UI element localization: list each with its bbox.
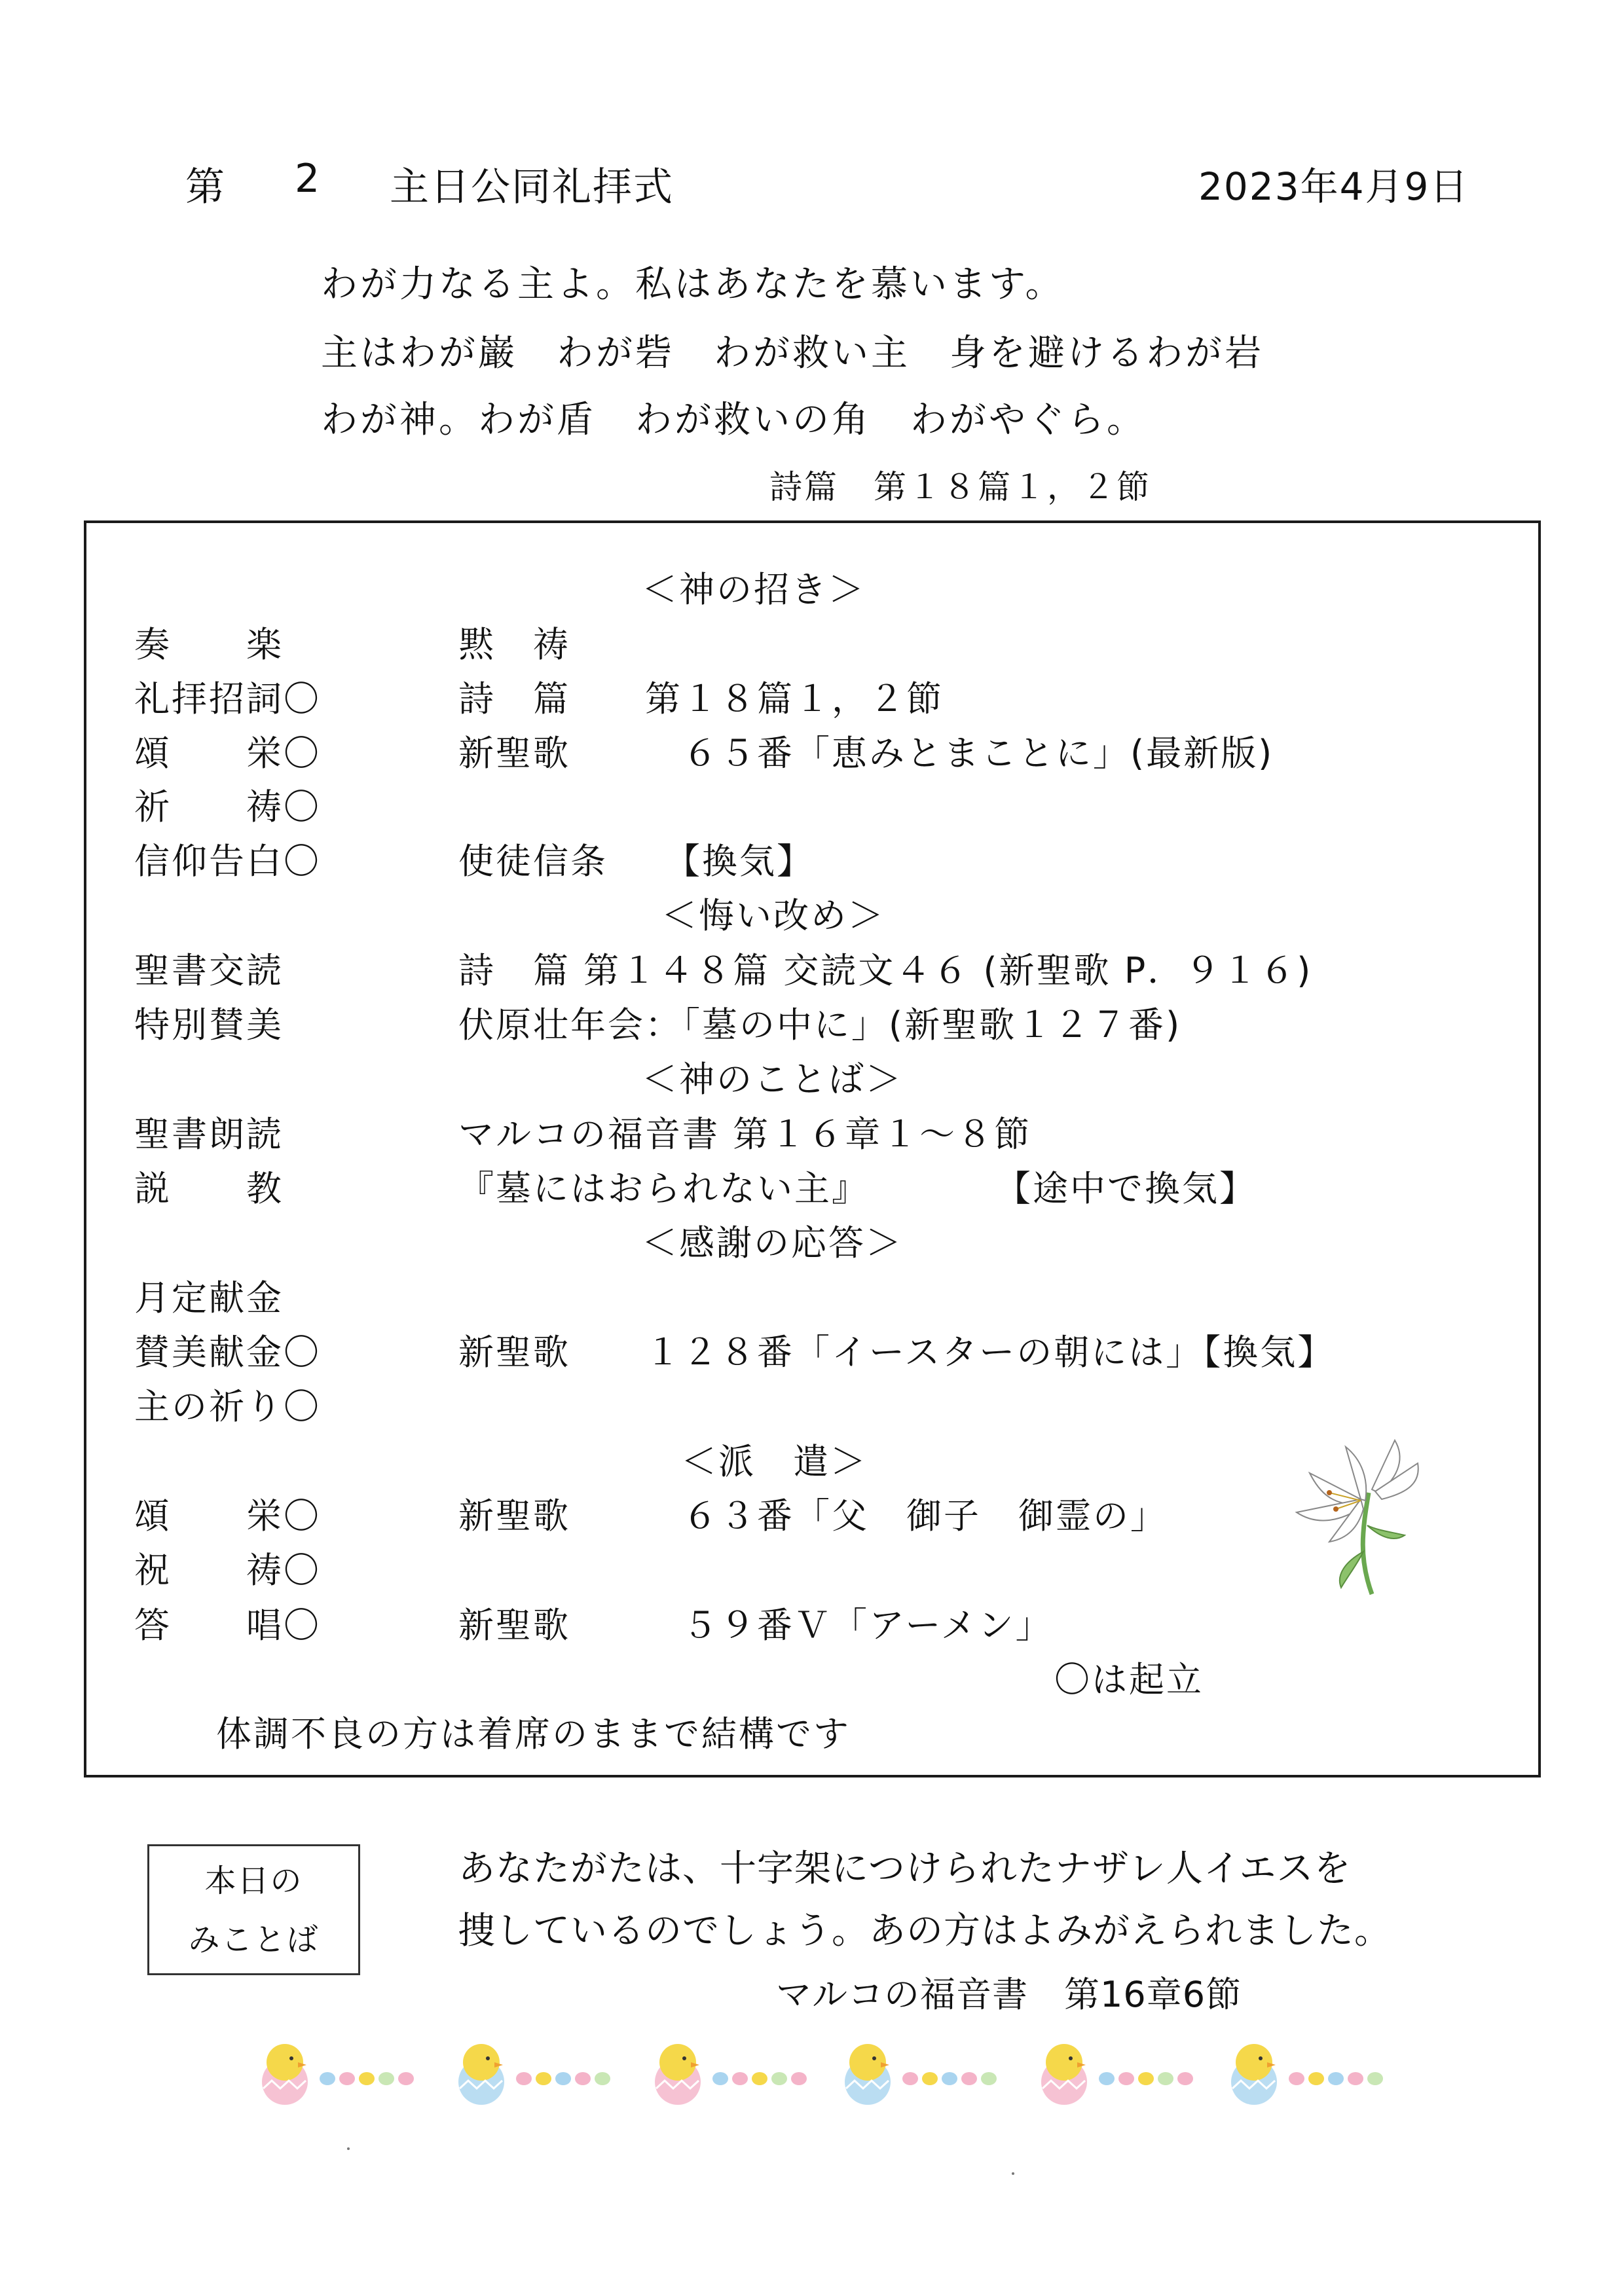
item-label-doxology: 頌 栄〇 [134,733,321,774]
item-label-scripture-reading: 聖書朗読 [134,1114,284,1155]
todays-word-reference: マルコの福音書 第16章6節 [776,1974,1242,2015]
item-label-creed: 信仰告白〇 [134,841,321,882]
scan-speck [1012,2172,1014,2175]
todays-word-line-2: 捜しているのでしょう。あの方はよみがえられました。 [458,1910,1392,1952]
item-value-scripture-reading: マルコの福音書 第１６章１～８節 [458,1114,1032,1155]
item-value-doxology: 新聖歌 ６５番「恵みとまことに」(最新版) [458,733,1274,774]
page-title: 主日公同礼拝式 [390,164,674,210]
item-label-benediction: 祝 祷〇 [134,1550,321,1591]
item-label-responsive-reading: 聖書交読 [134,950,284,991]
item-label-sermon: 説 教 [134,1168,284,1209]
item-value-creed: 使徒信条 【換気】 [458,841,814,882]
item-value-prelude: 黙 祷 [458,624,570,665]
item-value-special-music: 伏原壮年会：「墓の中に」(新聖歌１２７番) [458,1004,1182,1046]
item-value-invocation: 詩 篇 第１８篇１，２節 [458,678,944,720]
item-note-sermon: 【途中で換気】 [995,1168,1257,1209]
section-call: ＜神の招き＞ [642,569,866,610]
item-label-prayer: 祈 祷〇 [134,786,321,828]
item-label-offering-hymn: 賛美献金〇 [134,1332,321,1373]
item-label-amen: 答 唱〇 [134,1605,321,1646]
item-label-invocation: 礼拝招詞〇 [134,678,321,720]
service-label: 第 [185,164,226,210]
todays-word-label-line-2: みことば [188,1922,320,1958]
chick-egg-decoration [255,2036,452,2108]
service-number: 2 [295,156,322,202]
section-repentance: ＜悔い改め＞ [661,895,885,936]
chick-egg-decoration [1035,2036,1231,2108]
section-response: ＜感謝の応答＞ [642,1222,903,1264]
todays-word-line-1: あなたがたは、十字架につけられたナザレ人イエスを [458,1848,1352,1890]
chick-egg-decoration [838,2036,1035,2108]
item-label-prelude: 奏 楽 [134,624,284,665]
item-label-special-music: 特別賛美 [134,1004,284,1046]
item-label-monthly-offering: 月定献金 [134,1277,284,1319]
chick-egg-decoration [452,2036,648,2108]
standing-note: 〇は起立 [1054,1659,1204,1700]
item-label-doxology-2: 頌 栄〇 [134,1495,321,1537]
item-value-responsive-reading: 詩 篇 第１４８篇 交読文４６ (新聖歌 P．９１６) [458,950,1313,991]
service-date: 2023年4月9日 [1198,164,1469,209]
call-verse-line-1: わが力なる主よ。私はあなたを慕います。 [321,263,1065,306]
chick-egg-decoration [648,2036,845,2108]
health-note: 体調不良の方は着席のままで結構です [216,1713,851,1755]
call-verse-line-2: 主はわが巌 わが砦 わが救い主 身を避けるわが岩 [321,332,1264,374]
item-value-amen: 新聖歌 ５９番Ｖ「アーメン」 [458,1605,1053,1646]
todays-word-label-box [147,1844,360,1975]
item-value-offering-hymn: 新聖歌 １２８番「イースターの朝には」【換気】 [458,1332,1335,1373]
item-value-doxology-2: 新聖歌 ６３番「父 御子 御霊の」 [458,1495,1168,1537]
scan-speck [347,2147,350,2150]
call-verse-reference: 詩篇 第１８篇１，２節 [769,468,1151,506]
section-sending: ＜派 遣＞ [681,1441,868,1482]
todays-word-label-line-1: 本日の [204,1863,303,1899]
item-label-lords-prayer: 主の祈り〇 [134,1386,321,1427]
lily-illustration [1283,1427,1434,1597]
item-value-sermon: 『墓にはおられない主』 [458,1168,869,1209]
section-word: ＜神のことば＞ [642,1059,903,1100]
call-verse-line-3: わが神。わが盾 わが救いの角 わがやぐら。 [321,399,1146,441]
chick-egg-decoration [1225,2036,1421,2108]
